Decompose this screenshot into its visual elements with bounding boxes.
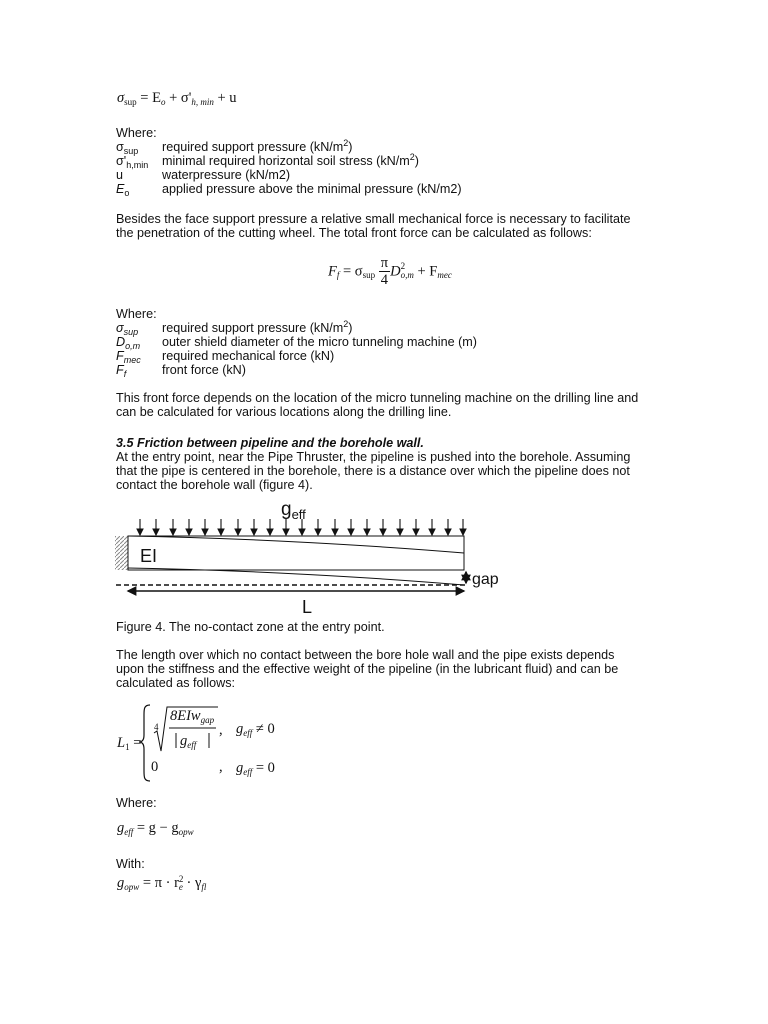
wall-hatch: [115, 536, 128, 570]
deflection-bottom: [128, 568, 464, 585]
equation-g-opw: $g_{opw} = \pi \cdot r$ 2 $_e \cdot \gamma_{fl}$: [117, 874, 207, 892]
equation-l1-zero: 0: [151, 759, 159, 775]
paragraph-line: that the pipe is centered in the borehole, there is a distance over which the pipeline does not: [116, 464, 630, 478]
section-heading: 3.5 Friction between pipeline and the borehole wall.: [116, 436, 424, 450]
where-row: $F_{mec}$ required mechanical force (kN): [116, 349, 335, 365]
equation-l1-lhs: $L_1$ =: [117, 735, 142, 752]
with-label: With:: [116, 857, 145, 871]
equation-l1-comma-2: ,: [219, 759, 223, 775]
equation-l1-condition-1: $g_{eff} \ne 0$: [236, 721, 275, 738]
paragraph-line: the penetration of the cutting wheel. The total front force can be calculated as follows:: [116, 226, 592, 240]
equation-l1-numerator: 8EIw$_{gap}$: [170, 708, 215, 725]
where-label-3: Where:: [116, 796, 157, 810]
deflection-top: [128, 536, 464, 553]
where-row: u waterpressure (kN/m2): [116, 168, 291, 182]
equation-l1-denominator: $g_{eff}$: [180, 733, 197, 750]
label-ei: EI: [140, 546, 158, 566]
where-label-1: Where:: [116, 126, 157, 140]
where-row: $F_f$ front force (kN): [116, 363, 246, 379]
paragraph-line: upon the stiffness and the effective weight of the pipeline (in the lubricant fluid) and can be: [116, 662, 619, 676]
where-row: $\sigma_{sup}$ required support pressure $(kN/m^2)$: [116, 319, 353, 337]
pipe-outline: [128, 536, 464, 570]
where-row: $\sigma_{sup}$ required support pressure $(kN/m^2)$: [116, 138, 353, 156]
root-index: 4: [154, 722, 159, 732]
label-g-eff: $g_{eff}$: [281, 499, 306, 522]
equation-g-eff: $g_{eff} = g - g_{opw}$: [117, 820, 194, 837]
equation-l1-condition-2: $g_{eff} = 0$: [236, 760, 275, 777]
label-l: L: [302, 597, 313, 617]
equation-front-force: $F_f = \sigma_{sup}$ $\frac{\pi}{4}$ D 2 $_{o,m} + F_{mec}$: [328, 255, 452, 288]
paragraph-line: calculated as follows:: [116, 676, 236, 690]
paragraph-line: This front force depends on the location of the micro tunneling machine on the drilling line and: [116, 391, 639, 405]
where-row: $\sigma'_{h,min}$ minimal required horizontal soil stress $(kN/m^2)$: [116, 152, 419, 170]
equation-support-pressure: $\sigma_{sup} = E_o + \sigma'_{h, min} + u$: [117, 90, 237, 107]
where-row: $D_{o,m}$ outer shield diameter of the micro tunneling machine (m): [116, 335, 477, 351]
where-label-2: Where:: [116, 307, 157, 321]
figure-no-contact-zone: [0, 496, 768, 626]
paragraph-line: The length over which no contact between the bore hole wall and the pipe exists depends: [116, 648, 615, 662]
label-gap: gap: [472, 571, 499, 588]
paragraph-line: contact the borehole wall (figure 4).: [116, 478, 313, 492]
where-row: $E_o$ applied pressure above the minimal pressure (kN/m2): [116, 182, 462, 198]
equation-l1-comma: ,: [219, 722, 223, 738]
paragraph-line: can be calculated for various locations along the drilling line.: [116, 405, 452, 419]
figure-caption: Figure 4. The no-contact zone at the entry point.: [116, 620, 385, 634]
paragraph-line: Besides the face support pressure a relative small mechanical force is necessary to facilitate: [116, 212, 631, 226]
paragraph-line: At the entry point, near the Pipe Thruster, the pipeline is pushed into the borehole. Assuming: [116, 450, 631, 464]
